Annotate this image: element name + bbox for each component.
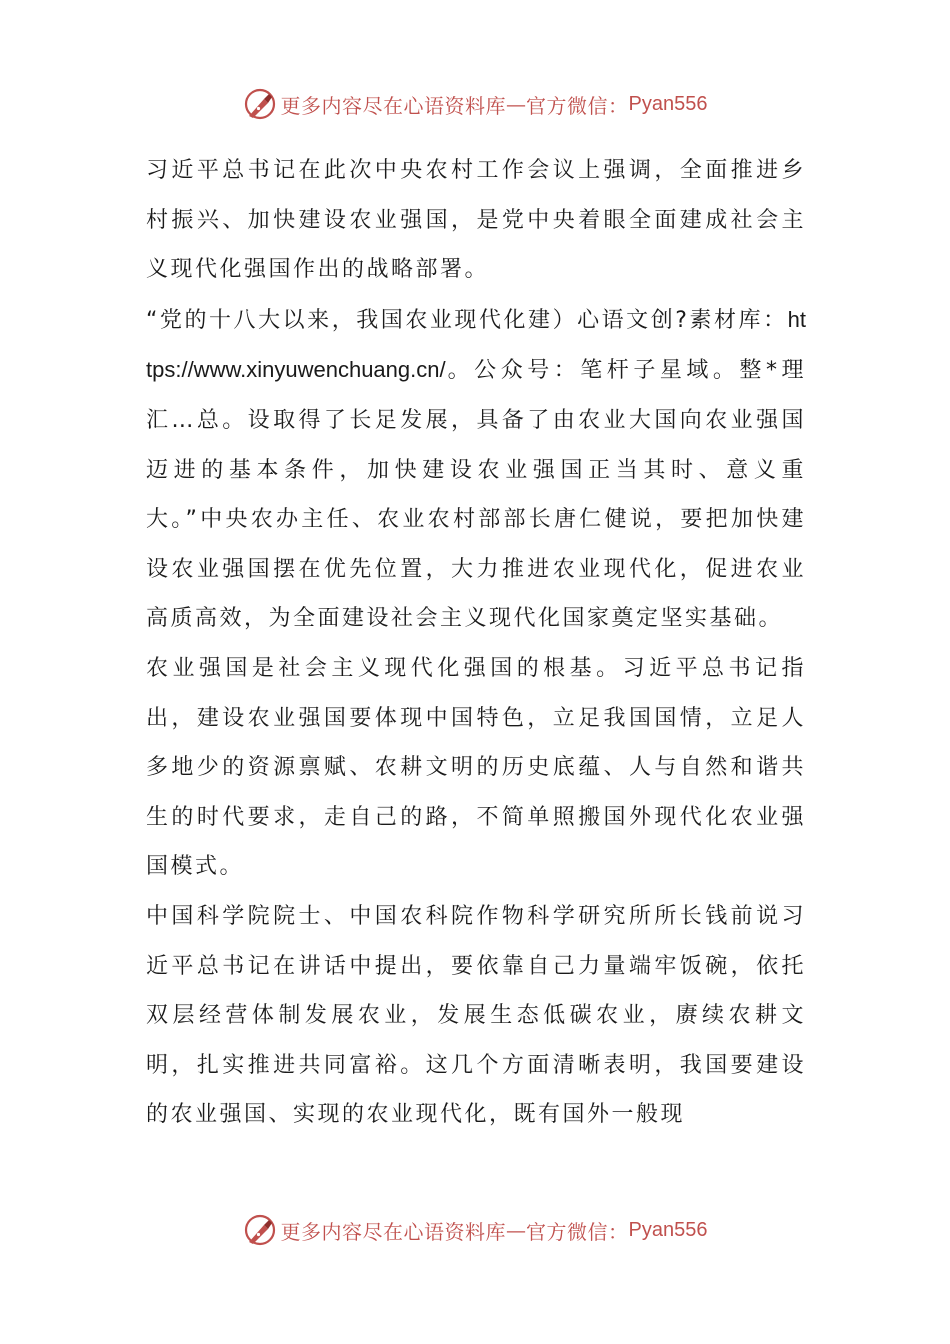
footer-wechat-id: Pyan556 — [628, 1218, 708, 1241]
paragraph-3: 农业强国是社会主义现代化强国的根基。习近平总书记指出，建设农业强国要体现中国特色，立足我国国情，立足人多地少的资源禀赋、农耕文明的历史底蕴、人与自然和谐共生的时代要求，走自己的路，不简单照搬国外现代化农业强国模式。 — [146, 655, 806, 880]
paragraph-2 — [146, 295, 806, 644]
pen-nib-logo-icon — [243, 87, 277, 121]
paragraph-2-rest: 。公众号：笔杆子星域。整*理汇…总。设取得了长足发展，具备了由农业大国向农业强国迈进的基本条件，加快建设农业强国正当其时、意义重大。”中央农办主任、农业农村部部长唐仁健说，要把加快建设农业强国摆在优先位置，大力推进农业现代化，促进农业高质高效，为全面建设社会主义现代化国家奠定坚实基础。 — [146, 358, 806, 632]
source-url-link[interactable]: https://www.xinyuwenchuang.cn/ — [146, 306, 806, 383]
banner-wechat-label: 官方微信： — [526, 93, 629, 118]
header-banner — [0, 82, 950, 126]
banner-wechat-id: Pyan556 — [628, 92, 708, 115]
footer-slogan: 更多内容尽在心语资料库 — [280, 1219, 507, 1244]
paragraph-2-lead: “党的十八大以来，我国农业现代化建）心语文创?素材库： — [146, 307, 788, 333]
footer-wechat-label: 官方微信： — [526, 1219, 629, 1244]
footer-banner — [0, 1208, 950, 1252]
banner-slogan: 更多内容尽在心语资料库 — [280, 93, 507, 118]
banner-separator: — — [506, 92, 527, 116]
paragraph-1: 习近平总书记在此次中央农村工作会议上强调，全面推进乡村振兴、加快建设农业强国，是党中央着眼全面建成社会主义现代化强国作出的战略部署。 — [146, 158, 806, 283]
document-body — [146, 146, 806, 1140]
footer-separator: — — [506, 1218, 527, 1242]
pen-nib-logo-icon — [243, 1213, 277, 1247]
paragraph-4: 中国科学院院士、中国农科院作物科学研究所所长钱前说习近平总书记在讲话中提出，要依靠自己力量端牢饭碗，依托双层经营体制发展农业，发展生态低碳农业，赓续农耕文明，扎实推进共同富裕。这几个方面清晰表明，我国要建设的农业强国、实现的农业现代化，既有国外一般现 — [146, 903, 806, 1128]
